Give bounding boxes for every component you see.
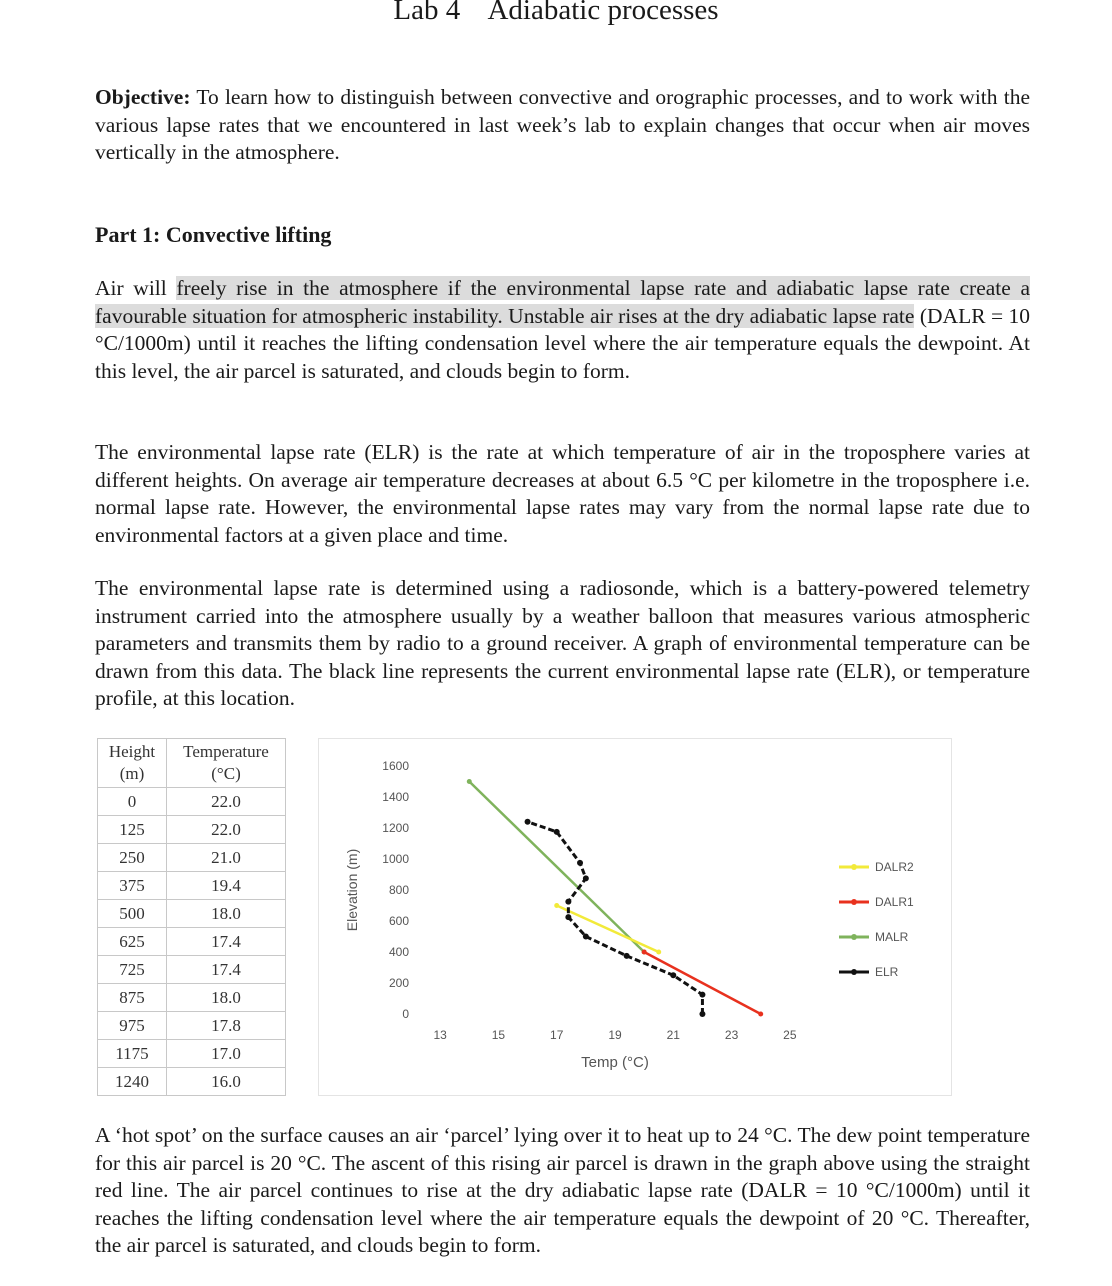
legend-marker-dalr1: [851, 899, 857, 905]
x-tick-label: 17: [550, 1028, 564, 1042]
height-cell: 875: [98, 984, 167, 1012]
page-title: [0, 0, 1112, 27]
y-tick-label: 600: [388, 914, 409, 928]
objective-text: To learn how to distinguish between convective and orographic processes, and to work with the various lapse rates that we encountered in last week’s lab to explain changes that occur when air moves vertically in the atmosphere.: [95, 85, 1030, 164]
lapse-rate-chart: [318, 738, 952, 1096]
temperature-cell: 19.4: [167, 872, 286, 900]
lab-name: Adiabatic processes: [487, 0, 719, 26]
table-row: [98, 1012, 286, 1040]
data-point-elr: [583, 934, 589, 940]
y-tick-label: 1000: [382, 852, 409, 866]
temperature-cell: 22.0: [167, 788, 286, 816]
x-tick-label: 25: [783, 1028, 797, 1042]
x-tick-label: 21: [666, 1028, 680, 1042]
y-axis-title: Elevation (m): [344, 848, 360, 932]
y-tick-label: 1600: [382, 759, 409, 773]
y-tick-label: 1400: [382, 790, 409, 804]
paragraph-4: A ‘hot spot’ on the surface causes an air ‘parcel’ lying over it to heat up to 24 °C. The dew point temperature for this air parcel is 20 °C. The ascent of this rising air parcel is drawn in the graph above using the straight red line. The air parcel continues to rise at the dry adiabatic lapse rate (DALR = 10 °C/1000m) until it reaches the lifting condensation level where the air temperature equals the dewpoint of 20 °C. Thereafter, the air parcel is saturated, and clouds begin to form.: [95, 1123, 1030, 1257]
temperature-cell: 17.4: [167, 928, 286, 956]
paragraph-3: The environmental lapse rate is determined using a radiosonde, which is a battery-powered telemetry instrument carried into the atmosphere usually by a weather balloon that measures various atmospheric parameters and transmits them by radio to a ground receiver. A graph of environmental temperature can be drawn from this data. The black line represents the current environmental lapse rate (ELR), or temperature profile, at this location.: [95, 576, 1030, 710]
height-cell: 0: [98, 788, 167, 816]
data-point-dalr1: [642, 950, 647, 955]
height-header: Height (m): [98, 739, 167, 788]
temperature-cell: 18.0: [167, 984, 286, 1012]
height-cell: 125: [98, 816, 167, 844]
data-point-dalr2: [554, 903, 559, 908]
height-cell: 250: [98, 844, 167, 872]
x-tick-label: 15: [491, 1028, 506, 1042]
temperature-cell: 21.0: [167, 844, 286, 872]
y-tick-label: 1200: [382, 821, 409, 835]
table-row: [98, 928, 286, 956]
table-row: [98, 844, 286, 872]
lab-number: Lab 4: [393, 0, 461, 26]
data-point-elr: [670, 972, 676, 978]
temperature-cell: 17.4: [167, 956, 286, 984]
data-point-elr: [525, 819, 531, 825]
temperature-header: Temperature (°C): [167, 739, 286, 788]
y-tick-label: 400: [388, 945, 409, 959]
temperature-cell: 17.0: [167, 1040, 286, 1068]
data-point-elr: [554, 829, 560, 835]
data-point-dalr1: [758, 1012, 763, 1017]
table-row: [98, 984, 286, 1012]
y-tick-label: 200: [388, 976, 409, 990]
paragraph-2: The environmental lapse rate (ELR) is the rate at which temperature of air in the troposphere varies at different heights. On average air temperature decreases at about 6.5 °C per kilometre in the troposphere i.e. normal lapse rate. However, the environmental lapse rates may vary from the normal lapse rate due to environmental factors at a given place and time.: [95, 440, 1030, 547]
table-row: [98, 956, 286, 984]
p1-lead: Air will: [95, 276, 177, 300]
table-row: [98, 1040, 286, 1068]
y-tick-label: 0: [402, 1007, 409, 1021]
x-axis-title: Temp (°C): [581, 1054, 649, 1071]
x-tick-label: 19: [608, 1028, 622, 1042]
objective-label: Objective:: [95, 85, 191, 109]
data-point-elr: [624, 953, 630, 959]
legend-label-dalr2: DALR2: [875, 860, 914, 874]
table-row: [98, 872, 286, 900]
table-row: [98, 816, 286, 844]
legend-label-elr: ELR: [875, 965, 899, 979]
data-point-elr: [583, 875, 589, 881]
temperature-cell: 17.8: [167, 1012, 286, 1040]
table-row: [98, 1068, 286, 1096]
table-row: [98, 788, 286, 816]
data-point-elr: [565, 914, 571, 920]
y-tick-label: 800: [388, 883, 409, 897]
data-point-dalr2: [656, 950, 661, 955]
p1-rest: (DALR = 10 °C/1000m) until it reaches the lifting condensation level where the air temperature equals the dewpoint. At this level, the air parcel is saturated, and clouds begin to form.: [95, 303, 1030, 383]
paragraph-1: [95, 275, 1030, 385]
p1-highlight: freely rise in the atmosphere if the environmental lapse rate and adiabatic lapse rate create a favourable situation for atmospheric instability. Unstable air rises at the dry adiabatic lapse rate: [95, 276, 1030, 328]
series-line-malr: [469, 782, 644, 953]
legend-label-dalr1: DALR1: [875, 895, 914, 909]
height-cell: 625: [98, 928, 167, 956]
data-point-malr: [467, 779, 472, 784]
legend-marker-malr: [851, 934, 857, 940]
x-tick-label: 13: [433, 1028, 447, 1042]
height-cell: 375: [98, 872, 167, 900]
legend-marker-dalr2: [851, 864, 857, 870]
series-line-dalr2: [557, 906, 659, 953]
data-point-elr: [565, 899, 571, 905]
part1-heading: Part 1: Convective lifting: [95, 222, 332, 247]
objective-paragraph: [95, 84, 1030, 167]
data-point-elr: [577, 860, 583, 866]
height-cell: 1240: [98, 1068, 167, 1096]
data-point-elr: [699, 1011, 705, 1017]
height-cell: 500: [98, 900, 167, 928]
legend-label-malr: MALR: [875, 930, 909, 944]
height-cell: 975: [98, 1012, 167, 1040]
height-cell: 725: [98, 956, 167, 984]
elevation-temperature-table: [97, 738, 286, 1096]
temperature-cell: 22.0: [167, 816, 286, 844]
temperature-cell: 16.0: [167, 1068, 286, 1096]
data-point-elr: [699, 992, 705, 998]
table-row: [98, 900, 286, 928]
temperature-cell: 18.0: [167, 900, 286, 928]
legend-marker-elr: [851, 969, 857, 975]
series-line-elr: [528, 822, 703, 1014]
x-tick-label: 23: [724, 1028, 739, 1042]
height-cell: 1175: [98, 1040, 167, 1068]
